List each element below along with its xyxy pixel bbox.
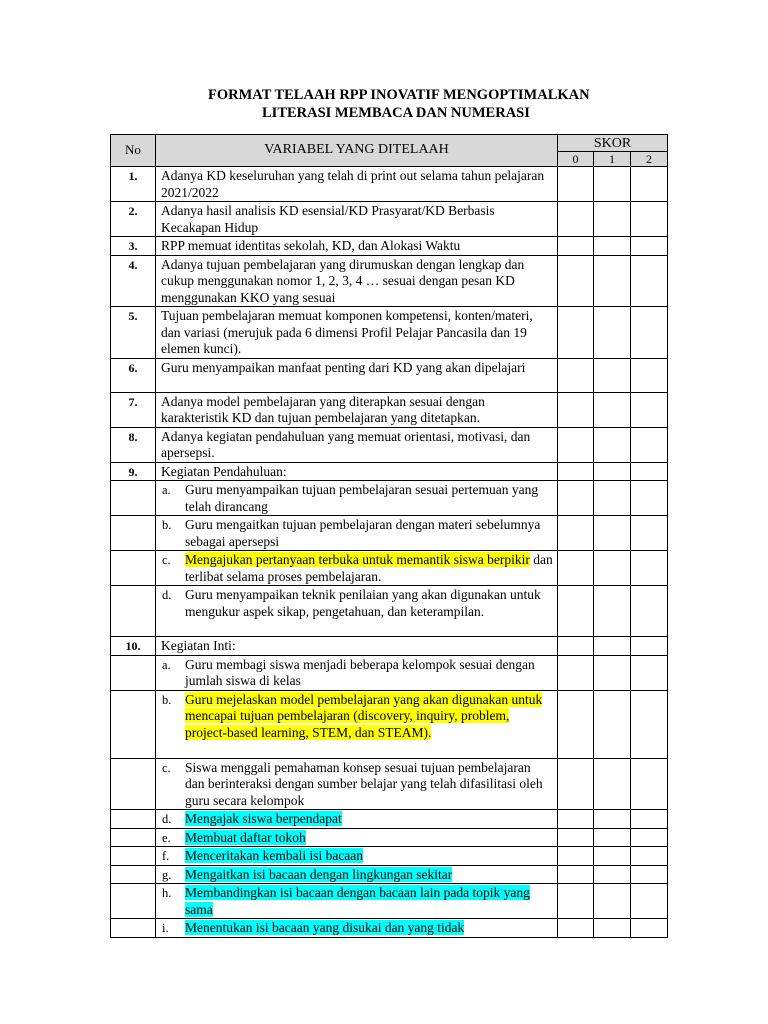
empty-number-cell bbox=[111, 586, 156, 637]
sub-item bbox=[161, 587, 553, 620]
sub-item-letter: c. bbox=[162, 760, 171, 775]
empty-number-cell bbox=[111, 690, 156, 758]
score-cell[interactable] bbox=[631, 865, 668, 884]
review-table bbox=[110, 134, 668, 938]
row-number: 8. bbox=[111, 427, 156, 462]
table-row bbox=[111, 237, 668, 256]
header-no: No bbox=[111, 135, 156, 167]
score-cell[interactable] bbox=[558, 427, 594, 462]
row-text: Tujuan pembelajaran memuat komponen kompetensi, konten/materi, dan variasi (merujuk pada 6 dimensi Profil Pelajar Pancasila dan 19 elemen kunci). bbox=[156, 307, 558, 359]
sub-item bbox=[161, 920, 553, 937]
score-cell[interactable] bbox=[631, 919, 668, 938]
score-cell[interactable] bbox=[594, 167, 631, 202]
sub-item-letter: b. bbox=[162, 692, 172, 707]
table-row bbox=[111, 919, 668, 938]
empty-number-cell bbox=[111, 516, 156, 551]
row-number: 2. bbox=[111, 202, 156, 237]
sub-item-text: dan terlibat selama proses pembelajaran. bbox=[185, 552, 553, 584]
empty-number-cell bbox=[111, 481, 156, 516]
empty-number-cell bbox=[111, 884, 156, 919]
empty-number-cell bbox=[111, 828, 156, 847]
score-cell[interactable] bbox=[594, 392, 631, 427]
empty-number-cell bbox=[111, 919, 156, 938]
title-line-1: FORMAT TELAAH RPP INOVATIF MENGOPTIMALKAN bbox=[208, 87, 590, 103]
row-text: Adanya model pembelajaran yang diterapkan sesuai dengan karakteristik KD dan tujuan pembelajaran yang ditetapkan. bbox=[156, 392, 558, 427]
score-cell[interactable] bbox=[558, 884, 594, 919]
table-row bbox=[111, 810, 668, 829]
score-cell[interactable] bbox=[594, 481, 631, 516]
score-cell[interactable] bbox=[594, 637, 631, 656]
table-row bbox=[111, 462, 668, 481]
highlighted-text: Mengajak siswa berpendapat bbox=[185, 811, 342, 826]
score-cell[interactable] bbox=[631, 884, 668, 919]
sub-item bbox=[161, 830, 553, 847]
sub-item-letter: i. bbox=[162, 921, 169, 935]
score-cell[interactable] bbox=[631, 358, 668, 392]
sub-item bbox=[161, 657, 553, 690]
header-score-0: 0 bbox=[558, 152, 594, 167]
score-cell[interactable] bbox=[631, 237, 668, 256]
score-cell[interactable] bbox=[558, 307, 594, 359]
score-cell[interactable] bbox=[631, 810, 668, 829]
score-cell[interactable] bbox=[558, 758, 594, 810]
score-cell[interactable] bbox=[594, 255, 631, 307]
score-cell[interactable] bbox=[594, 358, 631, 392]
table-row bbox=[111, 358, 668, 392]
score-cell[interactable] bbox=[558, 462, 594, 481]
sub-item bbox=[161, 811, 553, 828]
score-cell[interactable] bbox=[594, 810, 631, 829]
score-cell[interactable] bbox=[631, 655, 668, 690]
sub-item-letter: a. bbox=[162, 657, 171, 672]
document-title bbox=[0, 86, 768, 122]
score-cell[interactable] bbox=[558, 810, 594, 829]
sub-item-letter: f. bbox=[162, 849, 170, 863]
score-cell[interactable] bbox=[594, 202, 631, 237]
score-cell[interactable] bbox=[558, 865, 594, 884]
score-cell[interactable] bbox=[631, 481, 668, 516]
score-cell[interactable] bbox=[631, 586, 668, 637]
sub-item-letter: e. bbox=[162, 830, 171, 845]
score-cell[interactable] bbox=[558, 637, 594, 656]
score-cell[interactable] bbox=[631, 307, 668, 359]
table-row bbox=[111, 202, 668, 237]
table-row bbox=[111, 307, 668, 359]
score-cell[interactable] bbox=[594, 690, 631, 758]
score-cell[interactable] bbox=[558, 392, 594, 427]
sub-item bbox=[161, 517, 553, 550]
sub-item-letter: d. bbox=[162, 588, 172, 602]
score-cell[interactable] bbox=[631, 690, 668, 758]
sub-item bbox=[161, 848, 553, 865]
score-cell[interactable] bbox=[594, 655, 631, 690]
table-row bbox=[111, 637, 668, 656]
table-row bbox=[111, 255, 668, 307]
row-text: Adanya tujuan pembelajaran yang dirumuskan dengan lengkap dan cukup menggunakan nomor 1, 2, 3, 4 … sesuai dengan pesan KD menggunakan KKO yang sesuai bbox=[156, 255, 558, 307]
row-number: 4. bbox=[111, 255, 156, 307]
table-row bbox=[111, 758, 668, 810]
sub-item-letter: g. bbox=[162, 867, 172, 882]
score-cell[interactable] bbox=[558, 919, 594, 938]
score-cell[interactable] bbox=[558, 358, 594, 392]
score-cell[interactable] bbox=[631, 551, 668, 586]
score-cell[interactable] bbox=[631, 828, 668, 847]
sub-item-text: Guru menyampaikan tujuan pembelajaran sesuai pertemuan yang telah dirancang bbox=[185, 482, 539, 514]
score-cell[interactable] bbox=[631, 202, 668, 237]
sub-item bbox=[161, 552, 553, 585]
sub-item bbox=[161, 885, 553, 918]
table-row bbox=[111, 865, 668, 884]
empty-number-cell bbox=[111, 847, 156, 866]
score-cell[interactable] bbox=[631, 516, 668, 551]
row-text: Adanya hasil analisis KD esensial/KD Prasyarat/KD Berbasis Kecakapan Hidup bbox=[156, 202, 558, 237]
row-number: 6. bbox=[111, 358, 156, 392]
score-cell[interactable] bbox=[631, 392, 668, 427]
score-cell[interactable] bbox=[594, 865, 631, 884]
row-number: 7. bbox=[111, 392, 156, 427]
empty-number-cell bbox=[111, 551, 156, 586]
score-cell[interactable] bbox=[631, 427, 668, 462]
score-cell[interactable] bbox=[558, 167, 594, 202]
score-cell[interactable] bbox=[594, 307, 631, 359]
header-skor: SKOR bbox=[558, 135, 668, 152]
score-cell[interactable] bbox=[631, 167, 668, 202]
score-cell[interactable] bbox=[594, 462, 631, 481]
score-cell[interactable] bbox=[558, 255, 594, 307]
score-cell[interactable] bbox=[594, 427, 631, 462]
sub-item-letter: d. bbox=[162, 812, 172, 826]
title-line-2: LITERASI MEMBACA DAN NUMERASI bbox=[262, 105, 530, 121]
table-row bbox=[111, 392, 668, 427]
score-cell[interactable] bbox=[594, 516, 631, 551]
score-cell[interactable] bbox=[631, 847, 668, 866]
table-row bbox=[111, 586, 668, 637]
score-cell[interactable] bbox=[594, 237, 631, 256]
score-cell[interactable] bbox=[594, 847, 631, 866]
row-number: 9. bbox=[111, 462, 156, 481]
table-row bbox=[111, 167, 668, 202]
highlighted-text: Membandingkan isi bacaan dengan bacaan lain pada topik yang sama bbox=[185, 885, 530, 917]
header-variabel: VARIABEL YANG DITELAAH bbox=[156, 135, 558, 167]
empty-number-cell bbox=[111, 810, 156, 829]
table-row bbox=[111, 427, 668, 462]
sub-item bbox=[161, 482, 553, 515]
header-score-2: 2 bbox=[631, 152, 668, 167]
sub-item bbox=[161, 760, 553, 810]
row-text: Kegiatan Inti: bbox=[156, 637, 558, 656]
table-row bbox=[111, 828, 668, 847]
score-cell[interactable] bbox=[594, 758, 631, 810]
empty-number-cell bbox=[111, 758, 156, 810]
score-cell[interactable] bbox=[558, 847, 594, 866]
table-row bbox=[111, 516, 668, 551]
row-text: Adanya KD keseluruhan yang telah di print out selama tahun pelajaran 2021/2022 bbox=[156, 167, 558, 202]
score-cell[interactable] bbox=[558, 551, 594, 586]
sub-item-letter: b. bbox=[162, 518, 172, 532]
table-row bbox=[111, 551, 668, 586]
highlighted-text: Guru mejelaskan model pembelajaran yang akan digunakan untuk mencapai tujuan pembelajaran (discovery, inquiry, problem, project-based learning, STEM, dan STEAM). bbox=[185, 691, 543, 740]
score-cell[interactable] bbox=[594, 586, 631, 637]
row-number: 10. bbox=[111, 637, 156, 656]
row-number: 3. bbox=[111, 237, 156, 256]
table-row bbox=[111, 655, 668, 690]
highlighted-text: Mengajukan pertanyaan terbuka untuk memantik siswa berpikir bbox=[185, 552, 530, 567]
row-text: Kegiatan Pendahuluan: bbox=[156, 462, 558, 481]
score-cell[interactable] bbox=[558, 828, 594, 847]
row-text: RPP memuat identitas sekolah, KD, dan Alokasi Waktu bbox=[156, 237, 558, 256]
highlighted-text: Menceritakan kembali isi bacaan bbox=[185, 848, 364, 863]
score-cell[interactable] bbox=[594, 551, 631, 586]
table-row bbox=[111, 481, 668, 516]
empty-number-cell bbox=[111, 655, 156, 690]
score-cell[interactable] bbox=[558, 481, 594, 516]
score-cell[interactable] bbox=[631, 637, 668, 656]
sub-item-letter: a. bbox=[162, 483, 171, 497]
sub-item-text: Guru mengaitkan tujuan pembelajaran dengan materi sebelumnya sebagai apersepsi bbox=[185, 517, 541, 549]
score-cell[interactable] bbox=[631, 758, 668, 810]
score-cell[interactable] bbox=[594, 828, 631, 847]
score-cell[interactable] bbox=[594, 919, 631, 938]
empty-number-cell bbox=[111, 865, 156, 884]
score-cell[interactable] bbox=[558, 516, 594, 551]
score-cell[interactable] bbox=[594, 884, 631, 919]
highlighted-text: Menentukan isi bacaan yang disukai dan yang tidak bbox=[185, 920, 465, 935]
highlighted-text: Membuat daftar tokoh bbox=[185, 829, 306, 845]
score-cell[interactable] bbox=[558, 586, 594, 637]
highlighted-text: Mengaitkan isi bacaan dengan lingkungan sekitar bbox=[185, 866, 453, 882]
table-row bbox=[111, 847, 668, 866]
row-text: Adanya kegiatan pendahuluan yang memuat orientasi, motivasi, dan apersepsi. bbox=[156, 427, 558, 462]
sub-item bbox=[161, 867, 553, 884]
header-score-1: 1 bbox=[594, 152, 631, 167]
sub-item-letter: h. bbox=[162, 886, 172, 900]
score-cell[interactable] bbox=[558, 202, 594, 237]
header-row bbox=[111, 135, 668, 152]
sub-item-text: Siswa menggali pemahaman konsep sesuai tujuan pembelajaran dan berinteraksi dengan sumber belajar yang telah difasilitasi oleh guru secara kelompok bbox=[185, 759, 543, 808]
table-row bbox=[111, 884, 668, 919]
row-text: Guru menyampaikan manfaat penting dari KD yang akan dipelajari bbox=[156, 358, 558, 392]
score-cell[interactable] bbox=[558, 237, 594, 256]
score-cell[interactable] bbox=[558, 690, 594, 758]
score-cell[interactable] bbox=[631, 255, 668, 307]
row-number: 1. bbox=[111, 167, 156, 202]
sub-item-text: Guru membagi siswa menjadi beberapa kelompok sesuai dengan jumlah siswa di kelas bbox=[185, 656, 535, 688]
sub-item-text: Guru menyampaikan teknik penilaian yang akan digunakan untuk mengukur aspek sikap, pengetahuan, dan keterampilan. bbox=[185, 587, 541, 619]
score-cell[interactable] bbox=[631, 462, 668, 481]
sub-item-letter: c. bbox=[162, 553, 171, 567]
table-row bbox=[111, 690, 668, 758]
sub-item bbox=[161, 692, 553, 742]
score-cell[interactable] bbox=[558, 655, 594, 690]
row-number: 5. bbox=[111, 307, 156, 359]
